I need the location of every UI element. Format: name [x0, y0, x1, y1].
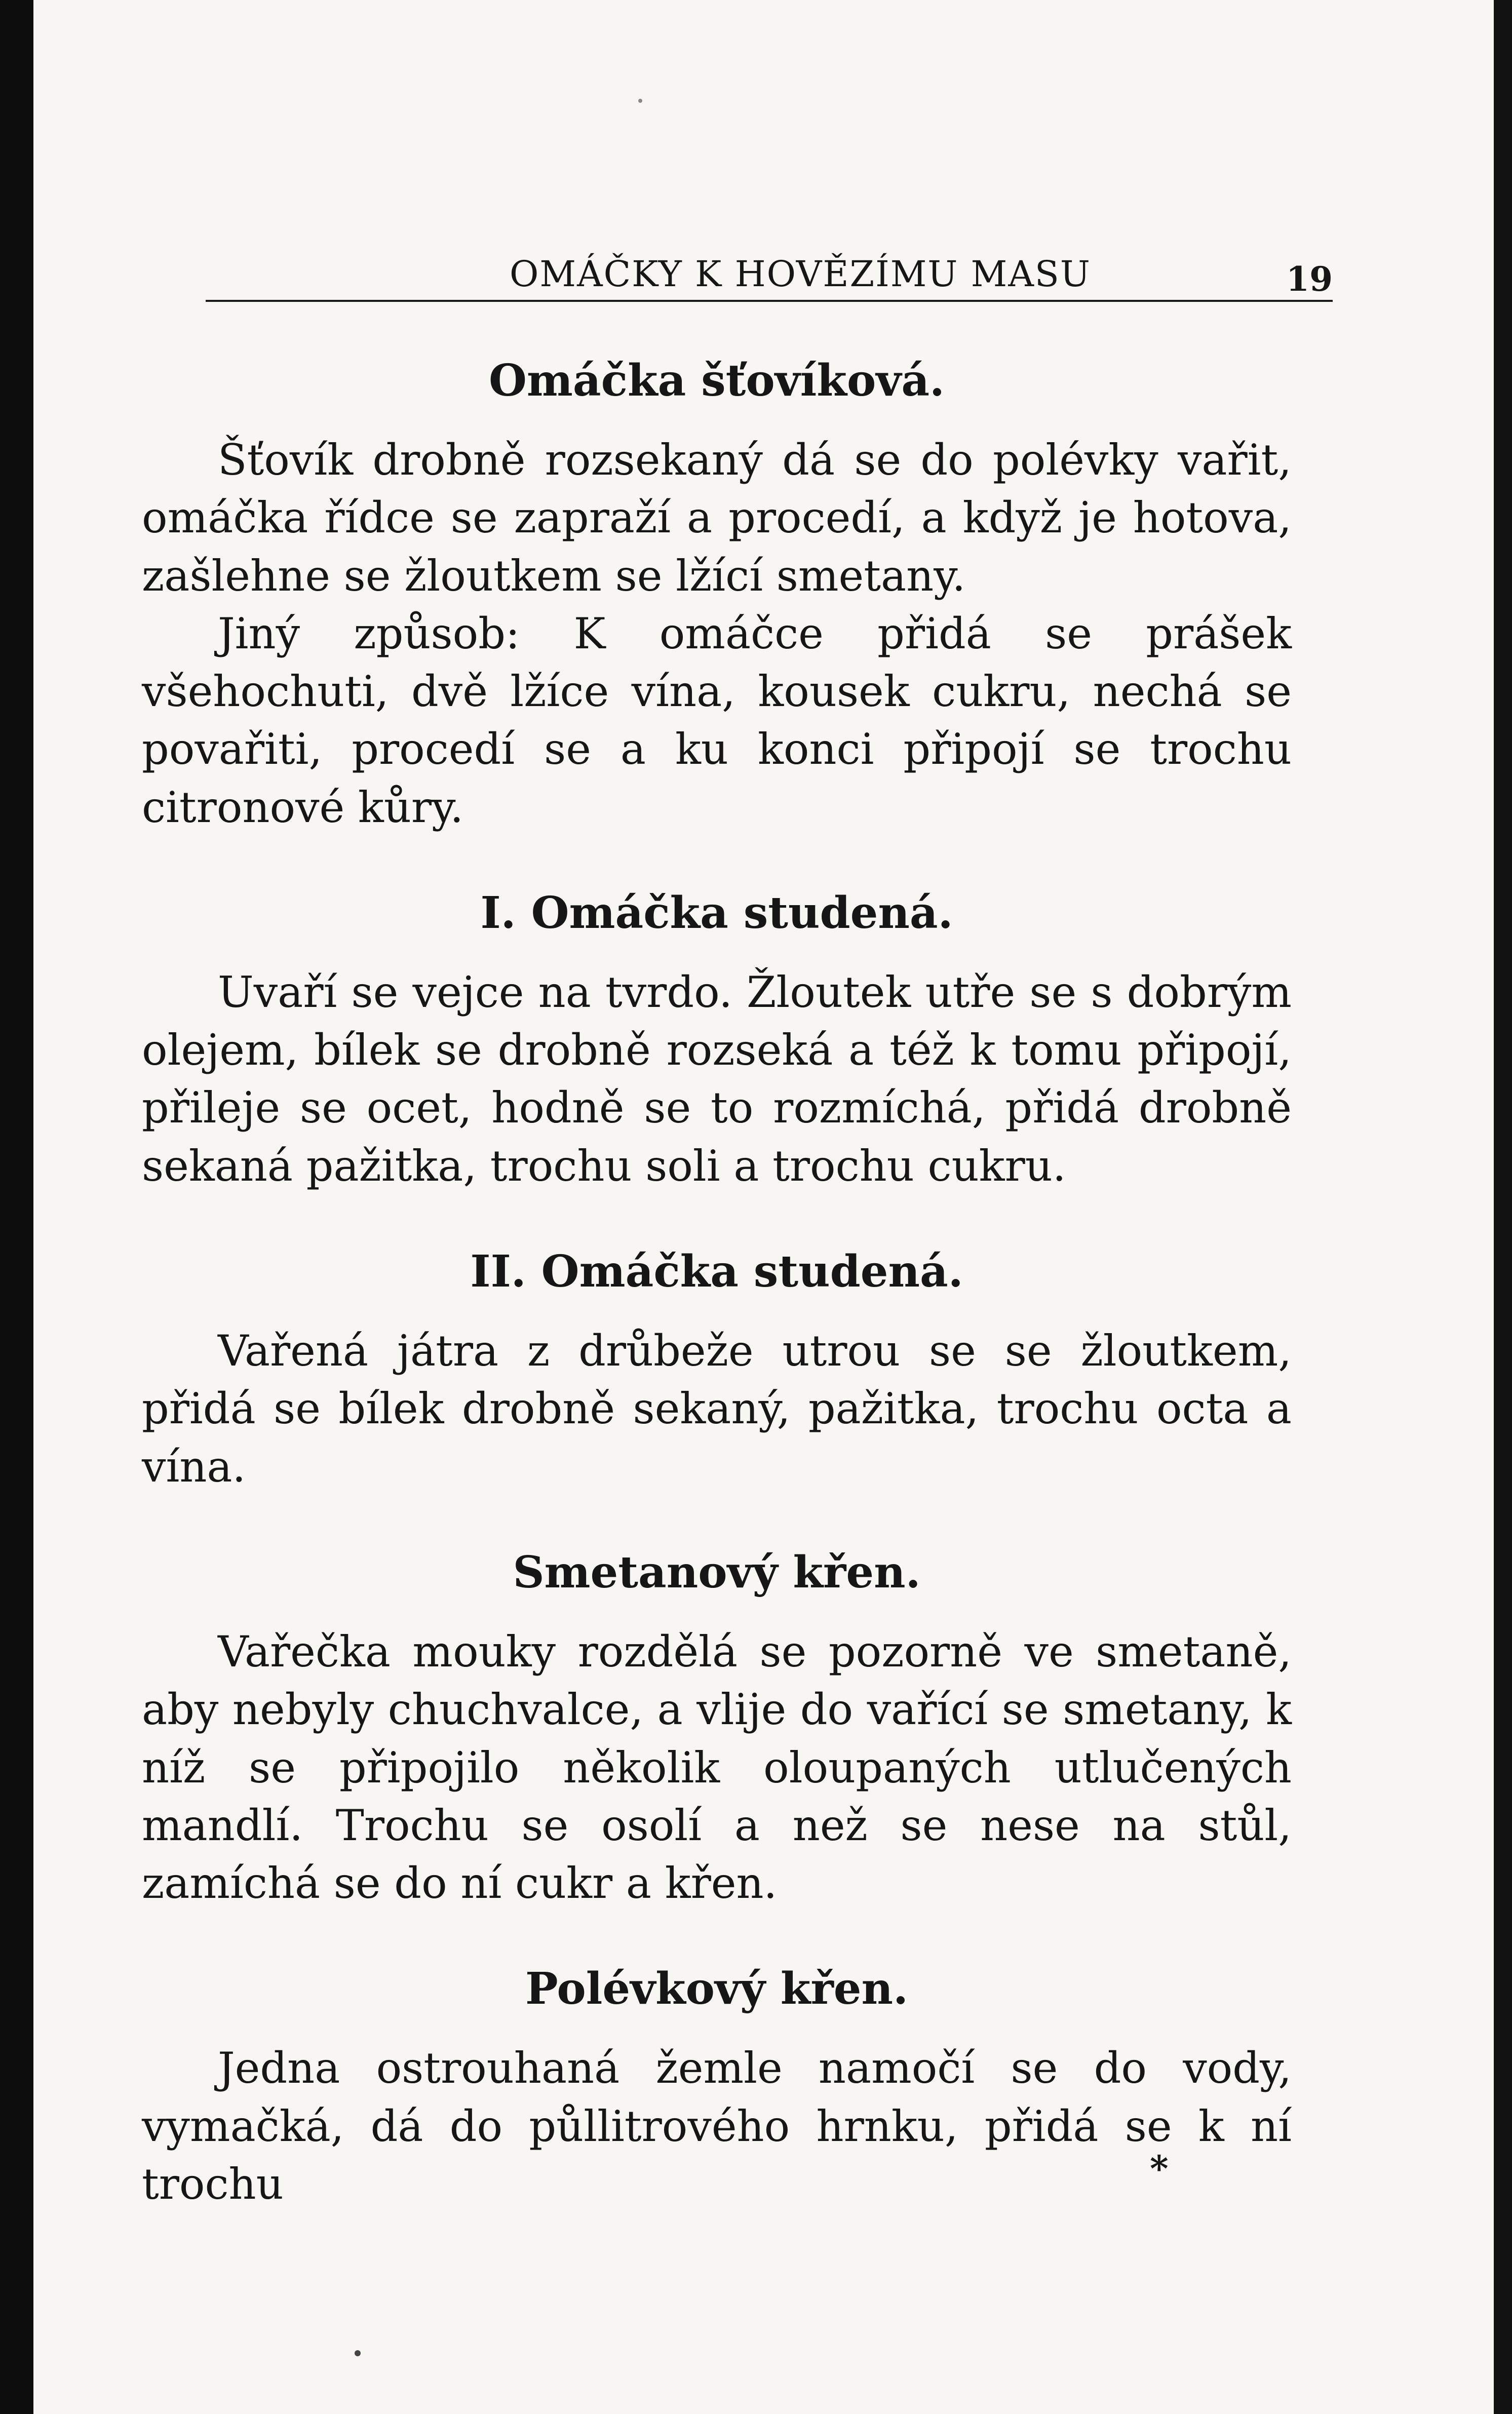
running-head: OMÁČKY K HOVĚZÍMU MASU: [510, 253, 1091, 295]
paragraph: Vařečka mouky rozdělá se pozorně ve smetaně, aby nebyly chuchvalce, a vlije do vařící se smetany, k níž se připojilo několik oloupaných utlučených mandlí. Trochu se osolí a než se nese na stůl, zamíchá se do ní cukr a křen.: [142, 1627, 1292, 1908]
section-gap: [142, 1912, 1292, 1963]
page-content: [142, 355, 1292, 2213]
paper-speck: [355, 2350, 361, 2356]
section-studena-1: [142, 887, 1292, 1195]
page-number: 19: [1286, 259, 1333, 299]
paragraph: Jedna ostrouhaná žemle namočí se do vody, vymačká, dá do půllitrového hrnku, přidá se k ní trochu: [142, 2043, 1292, 2209]
signature-mark: *: [1150, 2148, 1169, 2190]
paragraph: Vařená játra z drůbeže utrou se se žloutkem, přidá se bílek drobně sekaný, pažitka, trochu octa a vína.: [142, 1326, 1292, 1492]
scan-edge-left: [0, 0, 33, 2414]
section-title: Smetanový křen.: [513, 1546, 921, 1598]
section-title: Polévkový křen.: [525, 1963, 908, 2015]
paragraph: Jiný způsob: K omáčce přidá se prášek všehochuti, dvě lžíce vína, kousek cukru, nechá se povařiti, procedí se a ku konci připojí se trochu citronové kůry.: [142, 608, 1292, 832]
section-title: II. Omáčka studená.: [470, 1245, 963, 1297]
scan-edge-right: [1494, 0, 1512, 2414]
section-polevkovy-kren: [142, 1963, 1292, 2213]
section-gap: [142, 836, 1292, 887]
paper-speck: [638, 99, 642, 103]
section-studena-2: [142, 1245, 1292, 1496]
section-stovikova: [142, 355, 1292, 836]
section-gap: [142, 1496, 1292, 1546]
paragraph: Uvaří se vejce na tvrdo. Žloutek utře se s dobrým olejem, bílek se drobně rozseká a též k tomu připojí, přileje se ocet, hodně se to rozmíchá, přidá drobně sekaná pažitka, trochu soli a trochu cukru.: [142, 967, 1292, 1191]
section-title: Omáčka šťovíková.: [489, 355, 945, 406]
page-header: [170, 248, 1333, 309]
section-smetanovy-kren: [142, 1546, 1292, 1912]
section-gap: [142, 1195, 1292, 1245]
paragraph: Šťovík drobně rozsekaný dá se do polévky vařit, omáčka řídce se zapraží a procedí, a když je hotova, zašlehne se žloutkem se lžící smetany.: [142, 435, 1292, 601]
section-title: I. Omáčka studená.: [480, 887, 953, 939]
header-rule: [206, 300, 1333, 302]
